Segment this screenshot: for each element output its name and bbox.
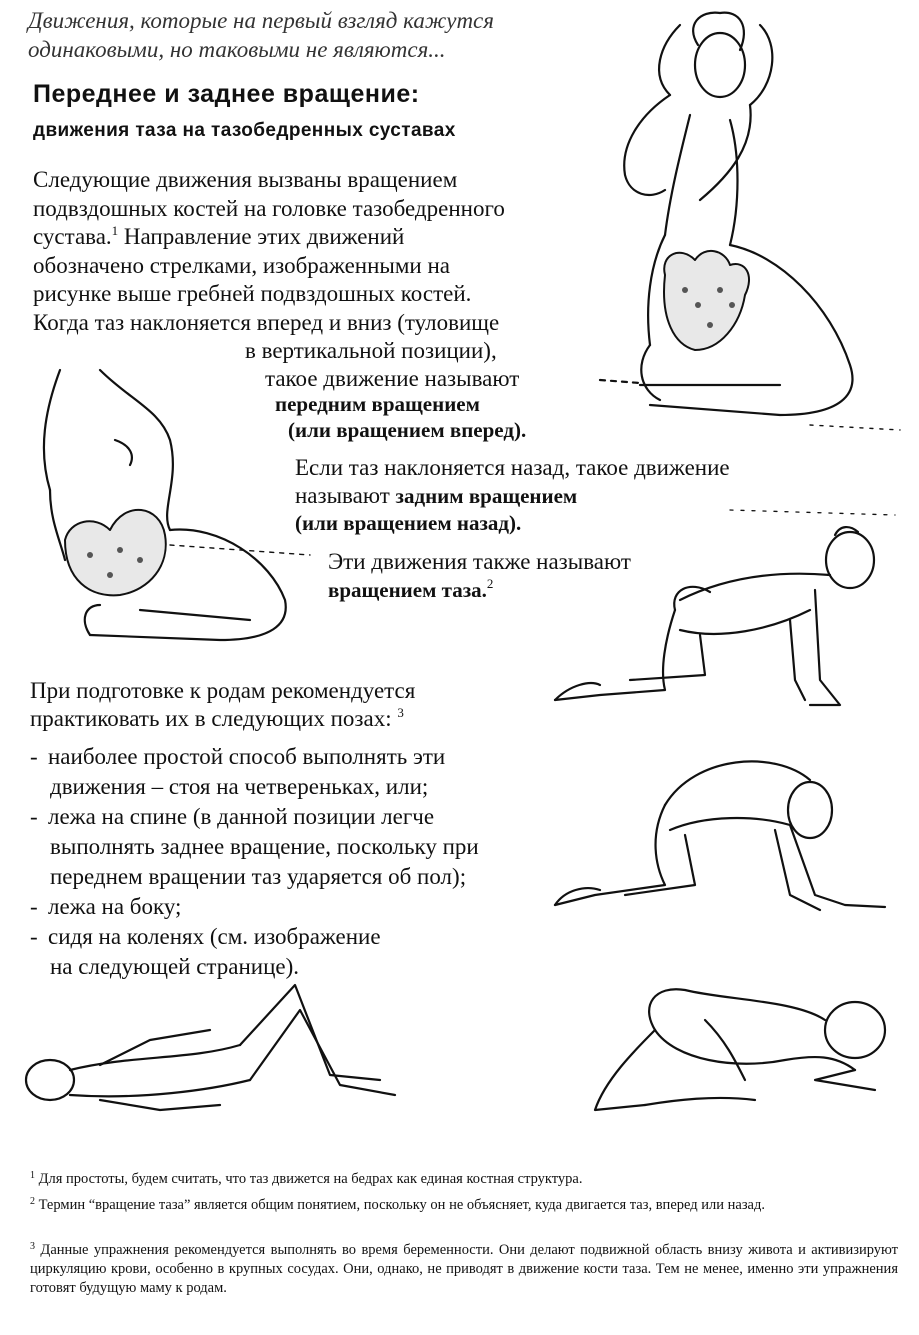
intro-line-1: Движения, которые на первый взгляд кажутся [28, 8, 494, 33]
body-line-5: рисунке выше гребней подвздошных костей. [33, 281, 472, 306]
body-line-8: такое движение называют [265, 366, 520, 391]
term-anterior-rotation: передним вращением [275, 392, 480, 416]
term-anterior-rotation-alt: (или вращением вперед). [288, 418, 527, 442]
footnote-ref-3: 3 [397, 705, 404, 720]
list-item [30, 742, 479, 802]
footnote-3-text: Данные упражнения рекомендуется выполнять во время беременности. Они делают подвижной область внизу живота и активизируют циркуляцию крови, особенно в крупных сосудах. Они, однако, не приводят в движение кости таза. Тем не менее, именно эти упражнения готовят будущую маму к родам. [30, 1242, 899, 1296]
section-subtitle: движения таза на тазобедренных суставах [33, 120, 456, 141]
footnote-1 [30, 1170, 898, 1189]
footnote-3 [30, 1241, 898, 1298]
body-line-7: в вертикальной позиции), [245, 338, 497, 363]
body-line-6: Когда таз наклоняется вперед и вниз (туловище [33, 309, 500, 335]
body-line-3-end: Направление этих движений [118, 224, 405, 249]
list-item-line: на следующей странице). [50, 954, 300, 979]
list-item-line: движения – стоя на четвереньках, или; [50, 774, 429, 799]
positions-list [30, 742, 479, 982]
kneeling-arms-up-illustration [580, 5, 910, 435]
footnote-ref-1: 1 [111, 223, 119, 238]
list-item-line: - лежа на боку; [48, 894, 182, 919]
all-fours-flat-back-illustration [540, 500, 900, 720]
back-line-2-start: называют [295, 483, 396, 508]
list-item-line: выполнять заднее вращение, поскольку при [50, 834, 479, 859]
kneeling-pelvis-illustration [20, 350, 320, 660]
footnote-2-number: 2 [30, 1196, 35, 1207]
all-fours-arched-back-illustration [545, 735, 900, 935]
footnote-ref-2: 2 [486, 576, 494, 591]
prep-line-2-text: практиковать их в следующих позах: [30, 706, 392, 731]
body-line-1: Следующие движения вызваны вращением [33, 167, 458, 192]
body-line-2: подвздошных костей на головке тазобедренного [33, 195, 505, 221]
term-posterior-rotation: задним вращением [395, 484, 578, 508]
list-item-line: - сидя на коленях (см. изображение [48, 924, 381, 949]
footnote-1-text: Для простоты, будем считать, что таз движется на бедрах как единая костная структура. [38, 1171, 583, 1187]
section-title: Переднее и заднее вращение: [33, 80, 420, 108]
list-item-line: - лежа на спине (в данной позиции легче [48, 804, 435, 829]
list-item-line: переднем вращении таз ударяется об пол); [50, 864, 467, 889]
list-item [30, 922, 479, 982]
intro-line-2: одинаковыми, но таковыми не являются... [28, 37, 446, 62]
list-item-line: - наиболее простой способ выполнять эти [48, 744, 446, 769]
term-pelvic-rotation: вращением таза.$^2$ [328, 576, 494, 602]
footnote-3-number: 3 [30, 1241, 35, 1252]
list-item [30, 802, 479, 892]
lying-on-back-illustration [10, 980, 400, 1130]
list-item [30, 892, 479, 922]
footnote-2-text: Термин “вращение таза” является общим понятием, поскольку он не объясняет, куда двигается таз, вперед или назад. [38, 1197, 765, 1213]
body-line-4: обозначено стрелками, изображенными на [33, 252, 451, 278]
body-line-3 [33, 223, 505, 252]
footnote-1-number: 1 [30, 1170, 35, 1181]
footnote-2 [30, 1196, 898, 1215]
back-line-1: Если таз наклоняется назад, такое движение [295, 455, 730, 480]
body-paragraph [33, 166, 505, 337]
body-line-3-start: сустава. [33, 224, 112, 249]
term-posterior-rotation-alt: (или вращением назад). [295, 511, 522, 535]
intro-text [28, 6, 628, 64]
prep-line-2 [30, 705, 404, 734]
prep-line-1: При подготовке к родам рекомендуется [30, 678, 416, 703]
lying-on-side-illustration [585, 960, 905, 1140]
also-line-1: Эти движения также называют [328, 549, 631, 574]
back-line-2 [295, 482, 577, 511]
